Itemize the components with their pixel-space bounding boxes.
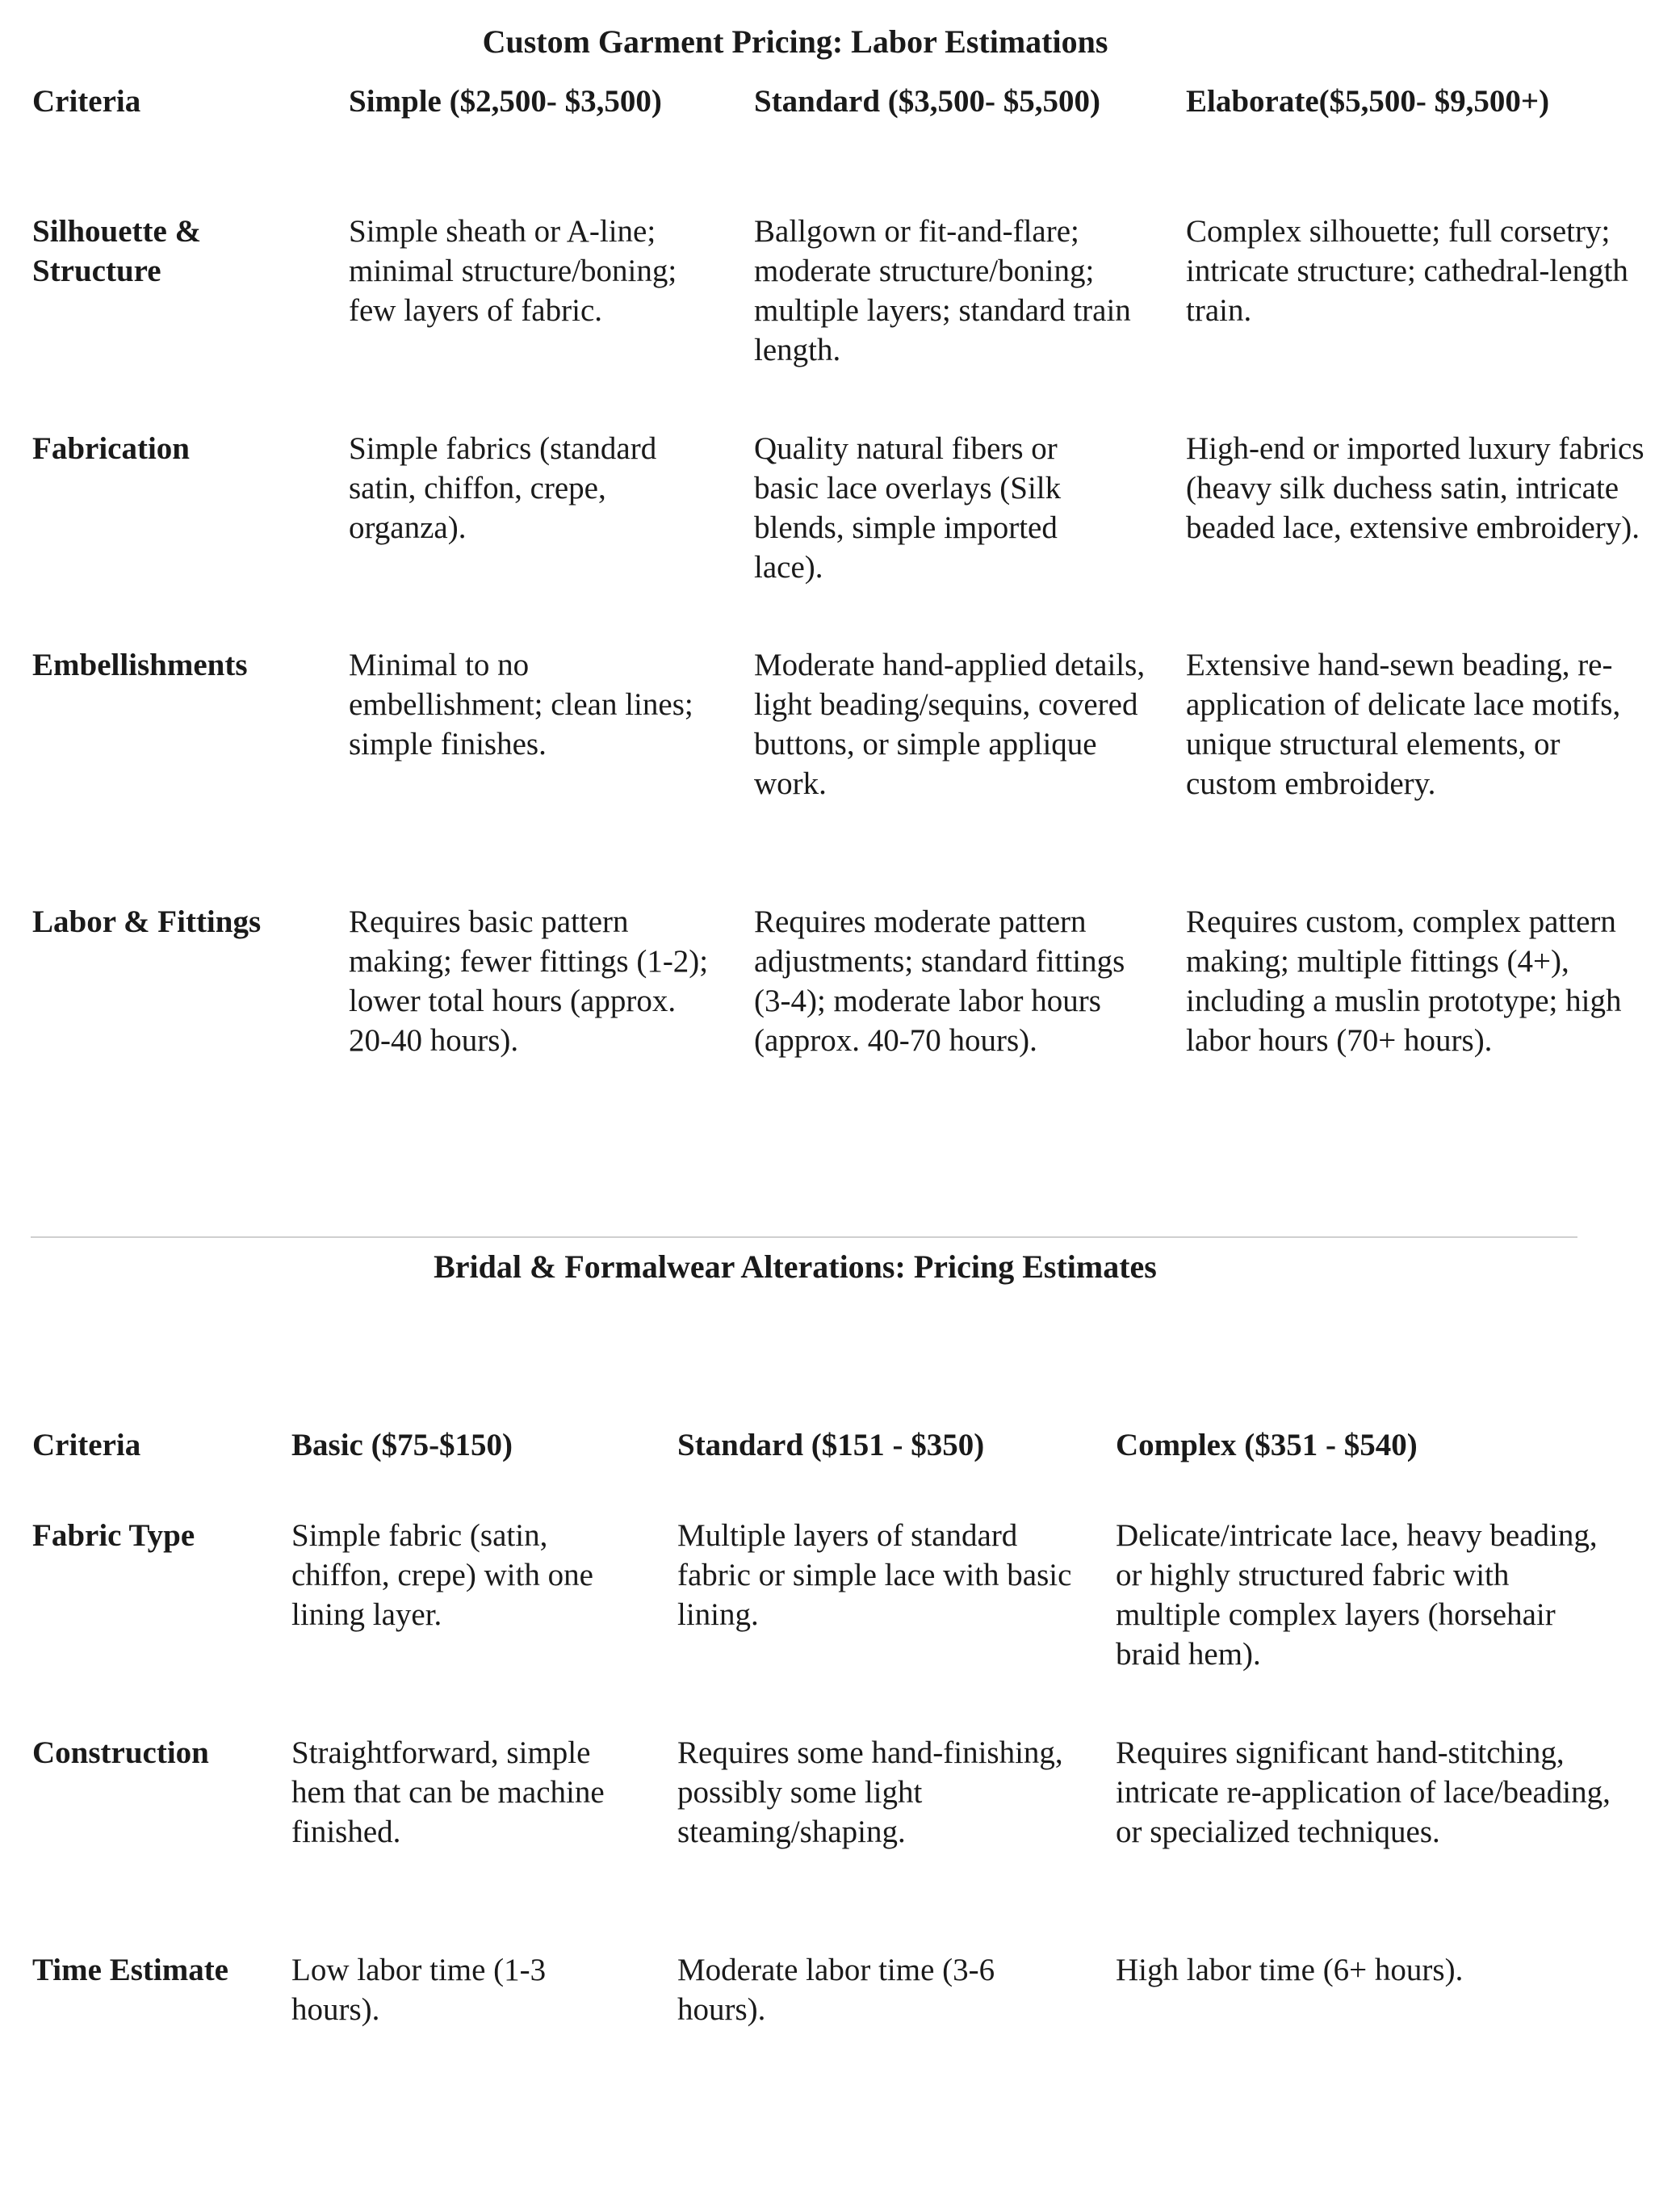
cell-standard: Requires moderate pattern adjustments; standard fittings (3-4); moderate labor hours (approx. 40-70 hours). <box>754 904 1125 1058</box>
cell-basic: Simple fabric (satin, chiffon, crepe) with one lining layer. <box>291 1518 593 1632</box>
cell-elaborate: Complex silhouette; full corsetry; intricate structure; cathedral-length train. <box>1186 214 1628 328</box>
row-criteria: Time Estimate <box>32 1953 228 1987</box>
cell-simple: Requires basic pattern making; fewer fittings (1-2); lower total hours (approx. 20-40 hours). <box>349 904 709 1058</box>
cell-basic: Straightforward, simple hem that can be machine finished. <box>291 1735 605 1849</box>
cell-standard: Moderate labor time (3-6 hours). <box>677 1953 995 2027</box>
header-standard: Standard ($3,500- $5,500) <box>754 84 1101 119</box>
cell-standard: Multiple layers of standard fabric or simple lace with basic lining. <box>677 1518 1072 1632</box>
header-complex: Complex ($351 - $540) <box>1116 1428 1418 1462</box>
header-criteria: Criteria <box>32 1428 141 1462</box>
section-divider <box>31 1236 1577 1238</box>
header-elaborate: Elaborate($5,500- $9,500+) <box>1186 84 1550 119</box>
row-criteria: Silhouette & Structure <box>32 214 202 288</box>
cell-complex: High labor time (6+ hours). <box>1116 1953 1464 1987</box>
header-criteria: Criteria <box>32 84 141 119</box>
cell-elaborate: High-end or imported luxury fabrics (heavy silk duchess satin, intricate beaded lace, extensive embroidery). <box>1186 431 1644 545</box>
cell-elaborate: Extensive hand-sewn beading, re-application of delicate lace motifs, unique structural elements, or custom embroidery. <box>1186 648 1621 801</box>
cell-simple: Simple sheath or A-line; minimal structure/boning; few layers of fabric. <box>349 214 677 328</box>
cell-standard: Moderate hand-applied details, light beading/sequins, covered buttons, or simple applique work. <box>754 648 1146 801</box>
header-simple: Simple ($2,500- $3,500) <box>349 84 662 119</box>
cell-elaborate: Requires custom, complex pattern making; multiple fittings (4+), including a muslin prototype; high labor hours (70+ hours). <box>1186 904 1622 1058</box>
row-criteria: Embellishments <box>32 648 248 682</box>
row-criteria: Labor & Fittings <box>32 904 262 939</box>
cell-complex: Delicate/intricate lace, heavy beading, or highly structured fabric with multiple complex layers (horsehair braid hem). <box>1116 1518 1598 1672</box>
row-criteria: Fabric Type <box>32 1518 195 1553</box>
cell-basic: Low labor time (1-3 hours). <box>291 1953 547 2027</box>
row-criteria: Construction <box>32 1735 209 1770</box>
custom-pricing-title: Custom Garment Pricing: Labor Estimations <box>482 23 1108 60</box>
row-criteria: Fabrication <box>32 431 190 466</box>
cell-simple: Simple fabrics (standard satin, chiffon, crepe, organza). <box>349 431 657 545</box>
header-basic: Basic ($75-$150) <box>291 1428 513 1462</box>
cell-complex: Requires significant hand-stitching, intricate re-application of lace/beading, or specialized techniques. <box>1116 1735 1611 1849</box>
cell-standard: Ballgown or fit-and-flare; moderate structure/boning; multiple layers; standard train length. <box>754 214 1131 367</box>
alterations-title: Bridal & Formalwear Alterations: Pricing Estimates <box>434 1248 1157 1285</box>
cell-standard: Requires some hand-finishing, possibly some light steaming/shaping. <box>677 1735 1063 1849</box>
cell-standard: Quality natural fibers or basic lace overlays (Silk blends, simple imported lace). <box>754 431 1062 585</box>
header-standard: Standard ($151 - $350) <box>677 1428 985 1462</box>
cell-simple: Minimal to no embellishment; clean lines; simple finishes. <box>349 648 693 762</box>
